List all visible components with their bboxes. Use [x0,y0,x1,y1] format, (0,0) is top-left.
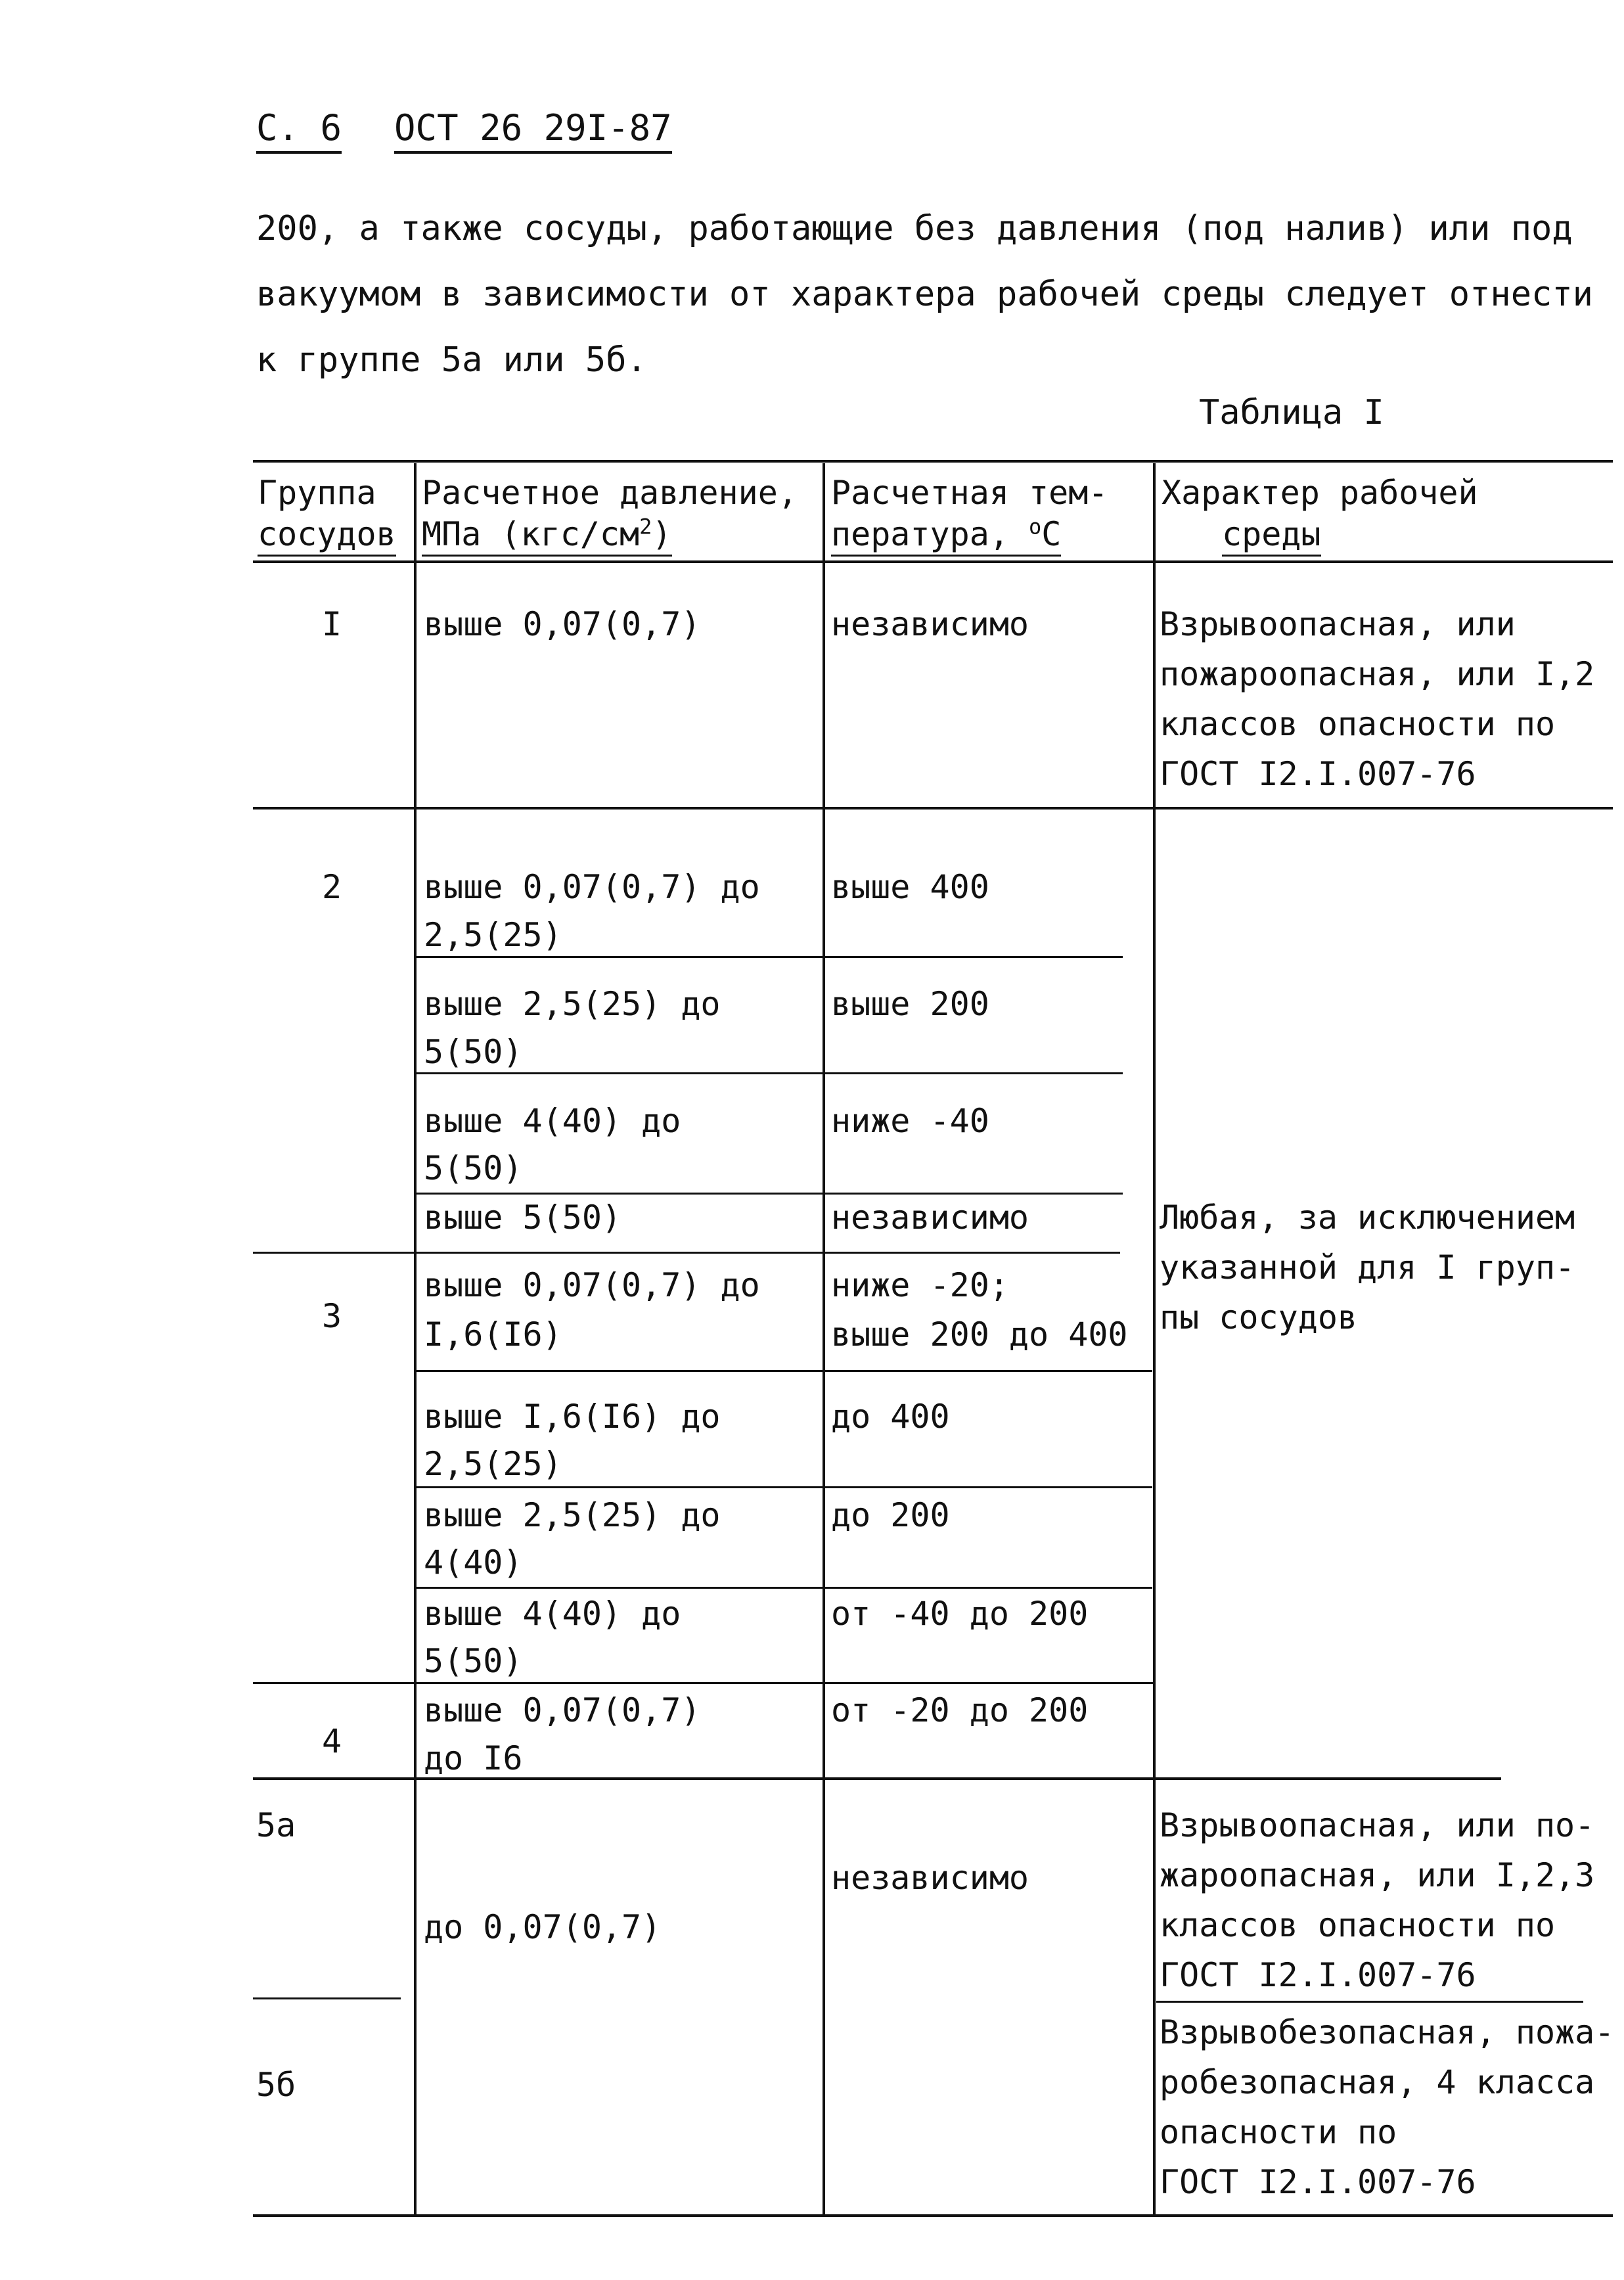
table-label: Таблица I [1199,393,1384,432]
group-5b: 5б [256,2066,296,2104]
temperature-cell: выше 200 до 400 [831,1315,1128,1354]
table-header-rule [253,560,1613,563]
pressure-cell: выше 4(40) до [424,1595,681,1633]
pressure-cell: до I6 [424,1739,523,1777]
pressure-cell: 5(50) [424,1149,523,1187]
col-medium-line1: Характер рабочей [1162,474,1478,512]
temperature-cell: от -40 до 200 [831,1595,1089,1633]
temperature-cell: от -20 до 200 [831,1691,1089,1729]
group-3: 3 [322,1297,342,1335]
intro-line-3: к группе 5а или 5б. [256,340,647,380]
pressure-cell: выше 0,07(0,7) [424,1691,701,1729]
medium-cell: робезопасная, 4 класса [1160,2063,1595,2101]
column-separator-2 [823,463,825,2214]
pressure-cell: 4(40) [424,1543,523,1582]
col-group-line2: сосудов [258,514,396,557]
medium-cell: опасности по [1160,2113,1397,2151]
row-rule [417,1370,1152,1372]
group3-rule [253,1682,1153,1684]
group-4: 4 [322,1722,342,1760]
group-1: I [322,605,342,643]
group-5a: 5а [256,1806,296,1844]
medium-cell: классов опасности по [1160,705,1556,743]
temperature-cell: независимо [831,605,1029,643]
pressure-cell: выше 0,07(0,7) до [424,1266,760,1304]
page-header [256,107,672,154]
pressure-cell: I,6(I6) [424,1315,562,1354]
temperature-cell: ниже -20; [831,1266,1009,1304]
temperature-cell: независимо [831,1198,1029,1237]
document-code: ОСТ 26 29I-87 [394,107,672,154]
medium-cell: жароопасная, или I,2,3 [1160,1856,1595,1894]
intro-line-2: вакуумом в зависимости от характера рабочей среды следует отнести [256,275,1593,314]
pressure-cell: выше 0,07(0,7) до [424,868,760,906]
pressure-cell: 5(50) [424,1033,523,1071]
pressure-cell: выше 5(50) [424,1198,622,1237]
medium-cell: Взрывоопасная, или [1160,605,1516,643]
temperature-cell: до 400 [831,1398,950,1436]
temperature-cell: независимо [831,1859,1029,1897]
medium-cell: Взрывоопасная, или по- [1160,1806,1595,1844]
pressure-cell: выше 2,5(25) до [424,985,721,1023]
medium-cell: Взрывобезопасная, пожа- [1160,2013,1615,2051]
group2-rule [253,1252,1120,1254]
temperature-cell: выше 400 [831,868,989,906]
medium-cell: Любая, за исключением [1160,1198,1575,1237]
pressure-cell: 2,5(25) [424,1445,562,1483]
temperature-cell: ниже -40 [831,1102,989,1140]
group5a-rule [253,1997,401,1999]
pressure-cell: до 0,07(0,7) [424,1908,662,1946]
medium-cell: пожароопасная, или I,2 [1160,655,1595,693]
pressure-cell: 5(50) [424,1642,523,1680]
medium-cell: указанной для I груп- [1160,1248,1575,1287]
medium-cell: ГОСТ I2.I.007-76 [1160,2163,1476,2201]
pressure-cell: выше 0,07(0,7) [424,605,701,643]
medium-cell: пы сосудов [1160,1298,1358,1336]
column-separator-1 [414,463,417,2214]
col-pressure-line1: Расчетное давление, [422,474,798,512]
col-temperature-line2: пература, $^о$С [831,514,1061,557]
col-group-line1: Группа [258,474,376,512]
table-bottom-rule [253,2214,1613,2217]
group-2: 2 [322,868,342,906]
media-5a-rule [1156,2001,1583,2003]
pressure-cell: выше 4(40) до [424,1102,681,1140]
medium-cell: ГОСТ I2.I.007-76 [1160,755,1476,793]
group1-rule [253,807,1613,809]
pressure-cell: выше I,6(I6) до [424,1398,721,1436]
table-top-rule [253,460,1613,463]
temperature-cell: выше 200 [831,985,989,1023]
medium-cell: ГОСТ I2.I.007-76 [1160,1956,1476,1994]
col-pressure-line2: МПа $(кгс/см^2)$ [422,514,672,557]
col-temperature-line1: Расчетная тем- [831,474,1108,512]
column-separator-3 [1153,463,1156,2214]
pressure-cell: выше 2,5(25) до [424,1496,721,1534]
page-number: С. 6 [256,107,342,154]
temperature-cell: до 200 [831,1496,950,1534]
intro-line-1: 200, а также сосуды, работающие без давления (под налив) или под [256,209,1573,248]
pressure-cell: 2,5(25) [424,916,562,954]
medium-cell: классов опасности по [1160,1906,1556,1944]
col-medium-line2: среды [1222,514,1321,557]
